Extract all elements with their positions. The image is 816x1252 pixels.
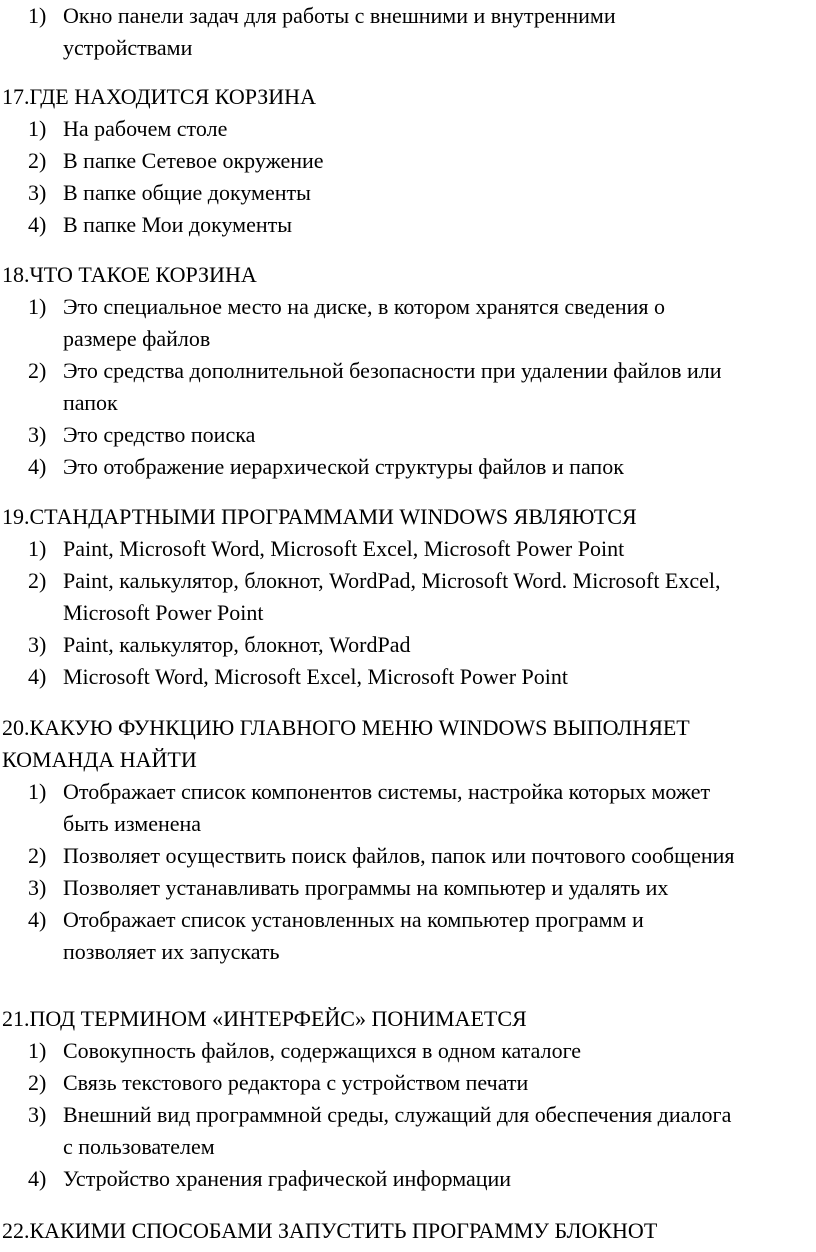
item-number: 3) xyxy=(28,632,47,657)
question-title: 17.ГДЕ НАХОДИТСЯ КОРЗИНА xyxy=(2,84,316,109)
question-title: 19.СТАНДАРТНЫМИ ПРОГРАММАМИ WINDOWS ЯВЛЯЮТСЯ xyxy=(2,504,637,529)
item-text: размере файлов xyxy=(63,326,211,351)
item-number: 2) xyxy=(28,358,47,383)
item-text: Внешний вид программной среды, служащий для обеспечения диалога xyxy=(63,1102,732,1127)
item-text: В папке общие документы xyxy=(63,180,311,205)
item-text: Это отображение иерархической структуры файлов и папок xyxy=(63,454,624,479)
question-title: 21.ПОД ТЕРМИНОМ «ИНТЕРФЕЙС» ПОНИМАЕТСЯ xyxy=(2,1006,527,1031)
item-text: Отображает список компонентов системы, настройка которых может xyxy=(63,779,711,804)
item-number: 1) xyxy=(28,116,47,141)
item-text: позволяет их запускать xyxy=(63,939,280,964)
item-text: Устройство хранения графической информации xyxy=(63,1166,512,1191)
item-text: Окно панели задач для работы с внешними и внутренними xyxy=(63,3,616,28)
item-number: 1) xyxy=(28,3,47,28)
item-number: 2) xyxy=(28,843,47,868)
item-text: Это средства дополнительной безопасности при удалении файлов или xyxy=(63,358,722,383)
item-text: Microsoft Word, Microsoft Excel, Microsoft Power Point xyxy=(63,664,568,689)
item-text: Позволяет устанавливать программы на компьютер и удалять их xyxy=(63,875,669,900)
item-text: быть изменена xyxy=(63,811,202,836)
item-number: 2) xyxy=(28,568,47,593)
item-number: 1) xyxy=(28,1038,47,1063)
question-title: 20.КАКУЮ ФУНКЦИЮ ГЛАВНОГО МЕНЮ WINDOWS ВЫПОЛНЯЕТ xyxy=(2,715,690,740)
item-number: 3) xyxy=(28,1102,47,1127)
item-number: 3) xyxy=(28,422,47,447)
item-number: 1) xyxy=(28,536,47,561)
item-text: Совокупность файлов, содержащихся в одном каталоге xyxy=(63,1038,582,1063)
item-text: устройствами xyxy=(63,35,193,60)
question-title: 22.КАКИМИ СПОСОБАМИ ЗАПУСТИТЬ ПРОГРАММУ БЛОКНОТ xyxy=(2,1218,658,1243)
item-number: 4) xyxy=(28,664,47,689)
item-text: Это специальное место на диске, в котором хранятся сведения о xyxy=(63,294,666,319)
item-number: 4) xyxy=(28,212,47,237)
item-text: с пользователем xyxy=(63,1134,215,1159)
item-text: В папке Мои документы xyxy=(63,212,293,237)
item-text: На рабочем столе xyxy=(63,116,228,141)
item-number: 1) xyxy=(28,294,47,319)
item-text: Связь текстового редактора с устройством печати xyxy=(63,1070,529,1095)
item-text: Это средство поиска xyxy=(63,422,256,447)
item-number: 3) xyxy=(28,875,47,900)
item-number: 4) xyxy=(28,454,47,479)
question-title: 18.ЧТО ТАКОЕ КОРЗИНА xyxy=(2,262,257,287)
item-number: 2) xyxy=(28,1070,47,1095)
item-number: 4) xyxy=(28,1166,47,1191)
item-text: Отображает список установленных на компьютер программ и xyxy=(63,907,644,932)
item-number: 4) xyxy=(28,907,47,932)
item-text: папок xyxy=(63,390,118,415)
question-title-continuation: КОМАНДА НАЙТИ xyxy=(2,747,197,772)
item-text: Paint, Microsoft Word, Microsoft Excel, Microsoft Power Point xyxy=(63,536,625,561)
item-text: Позволяет осуществить поиск файлов, папок или почтового сообщения xyxy=(63,843,735,868)
item-text: Microsoft Power Point xyxy=(63,600,264,625)
item-number: 3) xyxy=(28,180,47,205)
item-number: 1) xyxy=(28,779,47,804)
item-text: Paint, калькулятор, блокнот, WordPad xyxy=(63,632,411,657)
item-text: В папке Сетевое окружение xyxy=(63,148,324,173)
item-text: Paint, калькулятор, блокнот, WordPad, Microsoft Word. Microsoft Excel, xyxy=(63,568,721,593)
item-number: 2) xyxy=(28,148,47,173)
